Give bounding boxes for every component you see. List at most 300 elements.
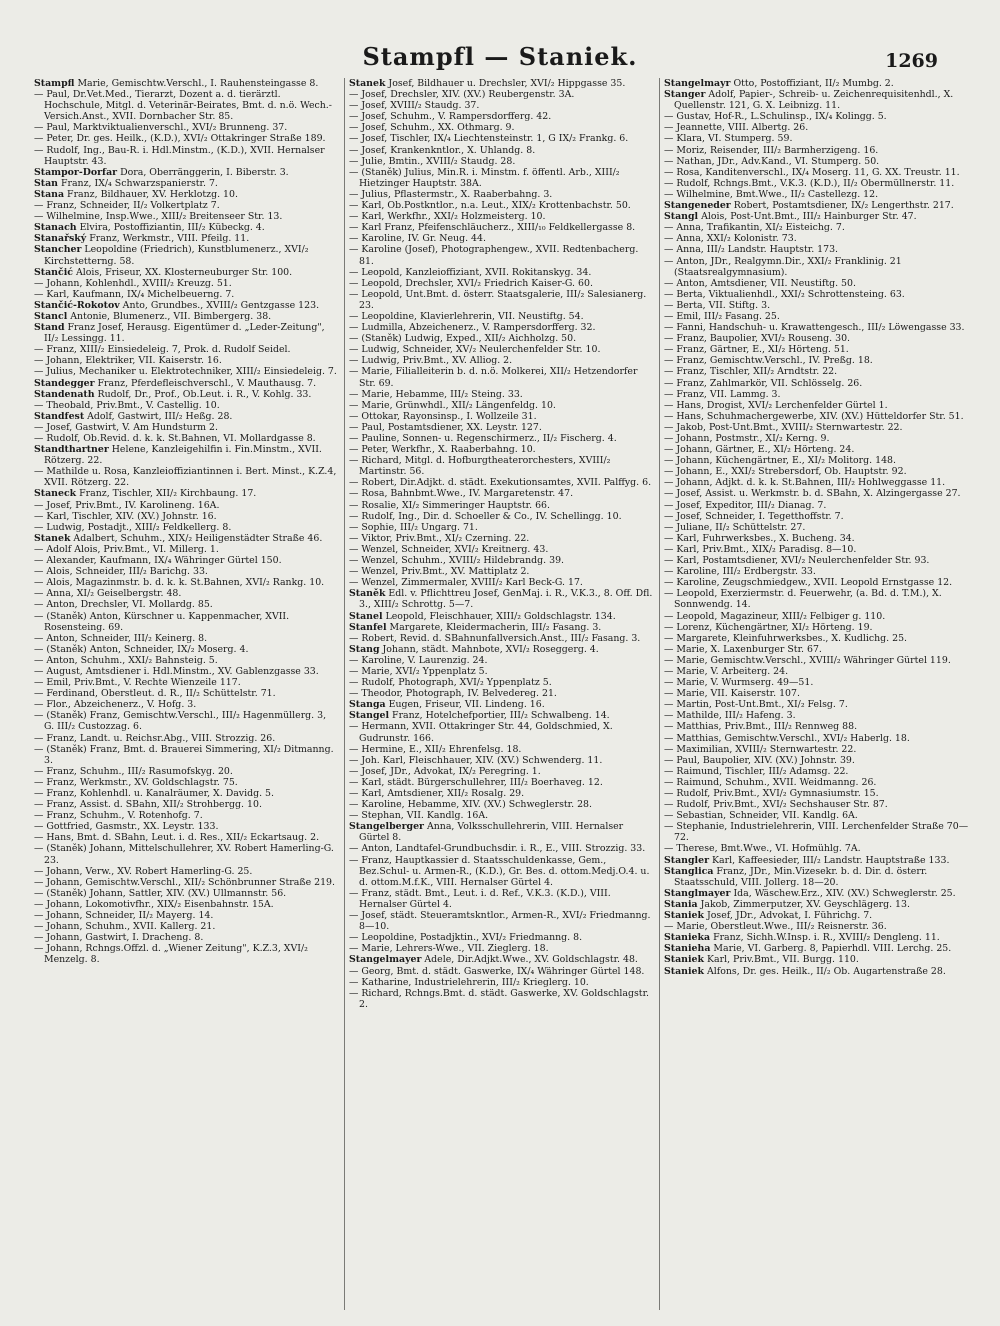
entry-details: — Rudolf, Priv.Bmt., XVI/₂ Sechshauser Str. 87. xyxy=(664,799,888,811)
entry-details: — Franz, Assist. d. SBahn, XII/₂ Strohbergg. 10. xyxy=(34,799,262,811)
entry-details: — Gottfried, Gasmstr., XX. Leystr. 133. xyxy=(34,821,219,833)
entry-details: — (Staněk) Ludwig, Exped., XII/₂ Aichholzg. 50. xyxy=(349,333,577,345)
directory-entry xyxy=(664,744,969,755)
directory-entry xyxy=(34,122,338,133)
entry-details: — Ludwig, Postadjt., XIII/₂ Feldkellerg. 8. xyxy=(34,521,232,533)
entry-details: Leopoldine (Friedrich), Kunstblumenerz., XVI/₂ Kirchstetterng. 58. xyxy=(44,244,309,267)
entry-details: Ida, Wäschew.Erz., XIV. (XV.) Schweglerstr. 25. xyxy=(730,887,956,899)
directory-entry xyxy=(34,233,338,244)
entry-details: — Theobald, Priv.Bmt., V. Castellig. 10. xyxy=(34,399,220,411)
directory-entry xyxy=(34,466,338,488)
directory-entry xyxy=(664,333,969,344)
directory-entry xyxy=(34,89,338,122)
column-3 xyxy=(660,78,975,1310)
directory-entry xyxy=(349,244,653,266)
entry-details: — Johann, Adjkt. d. k. k. St.Bahnen, III/₂ Hohlweggasse 11. xyxy=(664,477,946,489)
directory-entry xyxy=(664,966,969,977)
directory-entry xyxy=(349,156,653,167)
entry-details: — Leopold, Exerziermstr. d. Feuerwehr, (a. Bd. d. T.M.), X. Sonnwendg. 14. xyxy=(664,588,942,611)
entry-surname: Stanel xyxy=(349,610,383,622)
entry-details: — Karl, Tischler, XIV. (XV.) Johnstr. 16. xyxy=(34,510,217,522)
directory-entry xyxy=(664,566,969,577)
directory-entry xyxy=(664,89,969,111)
directory-entry xyxy=(664,122,969,133)
entry-details: Marie, Gemischtw.Verschl., I. Rauhensteingasse 8. xyxy=(74,78,319,89)
directory-entry xyxy=(34,211,338,222)
directory-entry xyxy=(664,688,969,699)
entry-surname: Standthartner xyxy=(34,444,109,456)
directory-entry xyxy=(664,843,969,854)
entry-details: — (Staněk) Anton, Schneider, IX/₂ Moserg. 4. xyxy=(34,643,249,655)
entry-details: — Raimund, Schuhm., XVII. Weidmanng. 26. xyxy=(664,776,877,788)
entry-details: — Matthias, Priv.Bmt., III/₂ Rennweg 88. xyxy=(664,721,858,733)
entry-surname: Stanařský xyxy=(34,233,87,245)
entry-surname: Stancl xyxy=(34,310,68,322)
entry-details: — Rosa, Kanditenverschl., IX/₄ Moserg. 11, G. XX. Treustr. 11. xyxy=(664,166,960,178)
entry-details: — Jakob, Post-Unt.Bmt., XVIII/₂ Sternwartestr. 22. xyxy=(664,421,903,433)
entry-details: — Anton, Landtafel-Grundbuchsdir. i. R., E., VIII. Strozzig. 33. xyxy=(349,843,646,855)
directory-entry xyxy=(34,888,338,899)
entry-details: — Jeannette, VIII. Albertg. 26. xyxy=(664,122,809,134)
directory-entry xyxy=(664,921,969,932)
entry-details: — Leopold, Unt.Bmt. d. österr. Staatsgalerie, III/₂ Salesianerg. 23. xyxy=(349,288,647,311)
directory-entry xyxy=(664,233,969,244)
entry-details: — Rudolf, Rchngs.Bmt., V.K.3. (K.D.), II/₂ Obermüllnerstr. 11. xyxy=(664,177,955,189)
entry-details: — Johann, Lokomotivfhr., XIX/₂ Eisenbahnstr. 15A. xyxy=(34,898,274,910)
entry-details: Jakob, Zimmerputzer, XV. Geyschlägerg. 13. xyxy=(697,898,910,910)
column-1 xyxy=(30,78,345,1310)
entry-details: — August, Amtsdiener i. Hdl.Minstm., XV. Gablenzgasse 33. xyxy=(34,665,319,677)
directory-entry xyxy=(349,122,653,133)
entry-details: — Viktor, Priv.Bmt., XI/₂ Czerning. 22. xyxy=(349,532,530,544)
directory-entry xyxy=(664,777,969,788)
directory-entry xyxy=(34,378,338,389)
entry-details: — Adolf Alois, Priv.Bmt., VI. Millerg. 1. xyxy=(34,543,219,555)
entry-surname: Stanieka xyxy=(664,932,711,944)
entry-details: — Karoline, Hebamme, XIV. (XV.) Schweglerstr. 28. xyxy=(349,799,592,811)
entry-details: — Ludwig, Priv.Bmt., XV. Alliog. 2. xyxy=(349,355,513,367)
directory-entry xyxy=(349,721,653,743)
entry-details: — Therese, Bmt.Wwe., VI. Hofmühlg. 7A. xyxy=(664,843,861,855)
directory-entry xyxy=(349,655,653,666)
directory-entry xyxy=(349,100,653,111)
entry-details: — Rudolf, Ing., Bau-R. i. Hdl.Minstm., (K.D.), XVII. Hernalser Hauptstr. 43. xyxy=(34,144,325,167)
directory-entry xyxy=(664,156,969,167)
entry-details: — Klara, VI. Stumperg. 59. xyxy=(664,133,793,145)
directory-entry xyxy=(349,843,653,854)
entry-details: Franz, Sichh.W.Insp. i. R., XVIII/₂ Dengleng. 11. xyxy=(710,932,940,944)
directory-entry xyxy=(664,111,969,122)
entry-details: — Margarete, Kleinfuhrwerksbes., X. Kudlichg. 25. xyxy=(664,632,908,644)
directory-entry xyxy=(664,411,969,422)
entry-details: — Franz, Werkmstr., XV. Goldschlagstr. 75. xyxy=(34,776,238,788)
entry-surname: Stanger xyxy=(664,89,706,101)
directory-entry xyxy=(664,810,969,821)
directory-entry xyxy=(34,644,338,655)
entry-details: — Richard, Rchngs.Bmt. d. städt. Gaswerke, XV. Goldschlagstr. 2. xyxy=(349,987,650,1010)
entry-details: — Josef, Tischler, IX/₄ Liechtensteinstr. 1, G IX/₂ Frankg. 6. xyxy=(349,133,629,145)
entry-surname: Stampor-Dorfar xyxy=(34,166,118,178)
directory-entry xyxy=(664,422,969,433)
entry-details: — (Staněk) Anton, Kürschner u. Kappenmacher, XVII. Rosensteing. 69. xyxy=(34,610,290,633)
directory-entry xyxy=(664,366,969,377)
entry-surname: Stanga xyxy=(349,699,386,711)
directory-entry xyxy=(34,611,338,633)
directory-entry xyxy=(664,633,969,644)
directory-entry xyxy=(34,366,338,377)
entry-details: — Hans, Bmt. d. SBahn, Leut. i. d. Res., XII/₂ Eckartsaug. 2. xyxy=(34,832,320,844)
entry-details: — Rudolf, Photograph, XVI/₂ Yppenplatz 5. xyxy=(349,677,552,689)
entry-surname: Stanglmayer xyxy=(664,887,731,899)
directory-entry xyxy=(349,932,653,943)
entry-details: — Ludwig, Schneider, XV/₂ Neulerchenfelder Str. 10. xyxy=(349,344,601,356)
directory-entry xyxy=(34,344,338,355)
entry-details: — Franz, Zahlmarkör, VII. Schlösselg. 26. xyxy=(664,377,863,389)
entry-surname: Stančić xyxy=(34,266,73,278)
directory-entry xyxy=(349,222,653,233)
directory-entry xyxy=(349,311,653,322)
entry-details: — Stephanie, Industrielehrerin, VIII. Lerchenfelder Straße 70—72. xyxy=(664,821,969,844)
directory-entry xyxy=(664,189,969,200)
directory-entry xyxy=(349,821,653,843)
entry-details: — Franz, Hauptkassier d. Staatsschuldenkasse, Gem., Bez.Schul- u. Armen-R., (K.D.), Gr. Bes. d. ottom.Medj.O.4. u. d. ottom.M.f.K., VIII. Hernalser Gürtel 4. xyxy=(349,854,650,888)
directory-entry xyxy=(664,466,969,477)
directory-entry xyxy=(664,855,969,866)
entry-details: — Karl, Werkfhr., XXI/₂ Holzmeisterg. 10. xyxy=(349,211,546,223)
entry-details: — Marie, Gemischtw.Verschl., XVIII/₂ Währinger Gürtel 119. xyxy=(664,654,951,666)
entry-details: — Peter, Werkfhr., X. Raaberbahng. 10. xyxy=(349,444,536,456)
entry-details: — Marie, V. Wurmserg. 49—51. xyxy=(664,677,814,689)
directory-entry xyxy=(664,145,969,156)
directory-entry xyxy=(349,422,653,433)
entry-details: — Rudolf, Priv.Bmt., XVI/₂ Gymnasiumstr. 15. xyxy=(664,788,879,799)
entry-details: — Juliane, II/₂ Schüttelstr. 27. xyxy=(664,521,806,533)
directory-entry xyxy=(349,977,653,988)
directory-entry xyxy=(349,677,653,688)
directory-entry xyxy=(34,633,338,644)
directory-entry xyxy=(349,211,653,222)
entry-details: Marie, VI. Garberg. 8, Papierhdl. VIII. Lerchg. 25. xyxy=(710,943,952,955)
entry-details: Anna, Volksschullehrerin, VIII. Hernalser Gürtel 8. xyxy=(359,821,624,844)
entry-details: — Fanni, Handschuh- u. Krawattengesch., III/₂ Löwengasse 33. xyxy=(664,322,965,334)
entry-details: Margarete, Kleidermacherin, III/₂ Fasang. 3. xyxy=(386,621,602,633)
entry-details: — Karoline, Zeugschmiedgew., XVII. Leopold Ernstgasse 12. xyxy=(664,577,953,589)
entry-details: — Marie, Filialleiterin b. d. n.ö. Molkerei, XII/₂ Hetzendorfer Str. 69. xyxy=(349,366,638,389)
entry-details: Eugen, Friseur, VII. Lindeng. 16. xyxy=(385,699,545,711)
directory-entry xyxy=(34,566,338,577)
directory-entry xyxy=(664,433,969,444)
directory-entry xyxy=(34,189,338,200)
entry-details: — Alois, Magazinmstr. b. d. k. k. St.Bahnen, XVI/₂ Rankg. 10. xyxy=(34,577,325,589)
entry-surname: Stangl xyxy=(664,211,699,223)
entry-details: Franz, Hotelchefportier, III/₂ Schwalbeng. 14. xyxy=(389,710,610,722)
entry-surname: Stand xyxy=(34,322,65,334)
entry-details: — Maximilian, XVIII/₂ Sternwartestr. 22. xyxy=(664,743,857,755)
directory-entry xyxy=(349,444,653,455)
entry-details: — Mathilde, III/₂ Hafeng. 3. xyxy=(664,710,796,722)
entry-details: — Franz, Schuhm., V. Rotenhofg. 7. xyxy=(34,810,203,822)
directory-entry xyxy=(664,677,969,688)
directory-entry xyxy=(664,799,969,810)
directory-entry xyxy=(34,921,338,932)
directory-entry xyxy=(349,233,653,244)
directory-entry xyxy=(349,644,653,655)
directory-entry xyxy=(664,244,969,255)
directory-entry xyxy=(664,167,969,178)
directory-entry xyxy=(349,488,653,499)
directory-entry xyxy=(34,677,338,688)
directory-entry xyxy=(34,910,338,921)
entry-surname: Standfest xyxy=(34,410,85,422)
directory-entry xyxy=(349,411,653,422)
directory-entry xyxy=(664,355,969,366)
entry-details: Dora, Oberränggerin, I. Biberstr. 3. xyxy=(117,166,289,178)
entry-surname: Stan xyxy=(34,177,58,189)
directory-entry xyxy=(34,278,338,289)
entry-details: — Georg, Bmt. d. städt. Gaswerke, IX/₄ Währinger Gürtel 148. xyxy=(349,965,645,977)
directory-entry xyxy=(34,877,338,888)
entry-details: — Leopold, Magazineur, XIII/₂ Felbiger g. 110. xyxy=(664,610,886,622)
directory-entry xyxy=(349,855,653,888)
entry-details: Franz, Bildhauer, XV. Herklotzg. 10. xyxy=(64,188,238,200)
directory-entry xyxy=(34,866,338,877)
entry-details: — Alois, Schneider, III/₂ Barichg. 33. xyxy=(34,566,208,578)
entry-details: — Anton, Schneider, III/₂ Keinerg. 8. xyxy=(34,632,208,644)
entry-details: — Karoline, V. Laurenzig. 24. xyxy=(349,654,488,666)
entry-details: — Karl, Amtsdiener, XII/₂ Rosalg. 29. xyxy=(349,788,525,799)
entry-details: — Franz, VII. Lammg. 3. xyxy=(664,388,781,400)
entry-surname: Stangelberger xyxy=(349,821,424,833)
entry-details: — Anna, XXI/₂ Kolonistr. 73. xyxy=(664,233,797,245)
entry-details: — Ferdinand, Oberstleut. d. R., II/₂ Schüttelstr. 71. xyxy=(34,688,276,700)
entry-details: — Leopoldine, Klavierlehrerin, VII. Neustiftg. 54. xyxy=(349,310,584,322)
entry-details: — Franz, Schuhm., III/₂ Rasumofskyg. 20. xyxy=(34,765,233,777)
entry-details: — Josef, Schneider, I. Tegetthoffstr. 7. xyxy=(664,510,844,522)
directory-entry xyxy=(349,500,653,511)
directory-entry xyxy=(349,688,653,699)
entry-details: — Marie, Grünwhdl., XII/₂ Längenfeldg. 10. xyxy=(349,399,556,411)
directory-entry xyxy=(34,133,338,144)
directory-entry xyxy=(349,810,653,821)
directory-entry xyxy=(34,78,338,89)
entry-details: — Leopoldine, Postadjktin., XVI/₂ Friedmanng. 8. xyxy=(349,932,583,944)
entry-surname: Stancher xyxy=(34,244,82,256)
directory-entry xyxy=(349,344,653,355)
directory-entry xyxy=(34,777,338,788)
entry-details: — Joh. Karl, Fleischhauer, XIV. (XV.) Schwenderg. 11. xyxy=(349,754,603,766)
entry-surname: Staneck xyxy=(34,488,77,500)
directory-entry xyxy=(34,766,338,777)
directory-entry xyxy=(34,710,338,732)
entry-details: — Johann, Gastwirt, I. Dracheng. 8. xyxy=(34,932,204,944)
entry-details: — Nathan, JDr., Adv.Kand., VI. Stumperg. 50. xyxy=(664,155,880,167)
entry-details: Franz Josef, Herausg. Eigentümer d. „Leder-Zeitung", II/₂ Lessingg. 11. xyxy=(44,322,325,345)
directory-entry xyxy=(349,366,653,388)
entry-details: — Anton, Drechsler, VI. Mollardg. 85. xyxy=(34,599,213,611)
directory-entry xyxy=(349,611,653,622)
directory-entry xyxy=(664,78,969,89)
entry-details: — Mathilde u. Rosa, Kanzleioffiziantinnen i. Bert. Minst., K.Z.4, XVII. Rötzerg. 22. xyxy=(34,466,337,489)
entry-details: — Wenzel, Priv.Bmt., XV. Mattiplatz 2. xyxy=(349,566,530,578)
directory-entry xyxy=(34,843,338,865)
directory-entry xyxy=(34,411,338,422)
entry-details: — Wenzel, Schneider, XVI/₂ Kreitnerg. 43. xyxy=(349,543,549,555)
directory-entry xyxy=(34,178,338,189)
directory-entry xyxy=(349,89,653,100)
entry-details: — Wenzel, Zimmermaler, XVIII/₂ Karl Beck-G. 17. xyxy=(349,577,583,589)
entry-details: — Gustav, Hof-R., L.Schulinsp., IX/₄ Kolingg. 5. xyxy=(664,111,887,123)
directory-entry xyxy=(34,588,338,599)
entry-details: Johann, städt. Mahnbote, XVI/₂ Roseggerg. 4. xyxy=(379,643,599,655)
entry-details: — Lorenz, Küchengärtner, XI/₂ Hörteng. 19. xyxy=(664,621,873,633)
entry-surname: Standegger xyxy=(34,377,95,389)
directory-entry xyxy=(664,766,969,777)
entry-details: — Leopold, Kanzleioffiziant, XVII. Rokitanskyg. 34. xyxy=(349,266,592,278)
directory-entry xyxy=(349,699,653,710)
entry-details: — Wilhelmine, Insp.Wwe., XIII/₂ Breitenseer Str. 13. xyxy=(34,211,283,223)
directory-entry xyxy=(34,145,338,167)
entry-details: — Johann, Gemischtw.Verschl., XII/₂ Schönbrunner Straße 219. xyxy=(34,876,335,888)
entry-details: — Josef, Assist. u. Werkmstr. b. d. SBahn, X. Alzingergasse 27. xyxy=(664,488,961,500)
directory-entry xyxy=(34,799,338,810)
entry-details: — Rosa, Bahnbmt.Wwe., IV. Margaretenstr. 47. xyxy=(349,488,574,500)
entry-details: — Peter, Dr. ges. Heilk., (K.D.), XVI/₂ Ottakringer Straße 189. xyxy=(34,133,326,145)
entry-details: Leopold, Fleischhauer, XIII/₂ Goldschlagstr. 134. xyxy=(382,610,616,622)
directory-entry xyxy=(664,344,969,355)
entry-details: — Moriz, Reisender, III/₂ Barmherzigeng. 16. xyxy=(664,144,879,156)
entry-details: — (Staněk) Franz, Bmt. d. Brauerei Simmering, XI/₂ Ditmanng. 3. xyxy=(34,743,334,766)
entry-details: — Pauline, Sonnen- u. Regenschirmerz., II/₂ Fischerg. 4. xyxy=(349,433,617,444)
directory-entry xyxy=(34,688,338,699)
directory-entry xyxy=(349,954,653,965)
entry-details: — Franz, städt. Bmt., Leut. i. d. Ref., V.K.3. (K.D.), VIII. Hernalser Gürtel 4. xyxy=(349,887,611,910)
entry-surname: Stang xyxy=(349,643,380,655)
directory-entry xyxy=(34,932,338,943)
entry-details: — Franz, XIII/₂ Einsiedeleig. 7, Prok. d. Rudolf Seidel. xyxy=(34,344,291,356)
directory-entry xyxy=(349,267,653,278)
entry-details: — Karl, städt. Bürgerschullehrer, III/₂ Boerhaveg. 12. xyxy=(349,776,603,788)
entry-details: Alfons, Dr. ges. Heilk., II/₂ Ob. Augartenstraße 28. xyxy=(704,965,946,977)
entry-details: — Karl, Postamtsdiener, XVI/₂ Neulerchenfelder Str. 93. xyxy=(664,555,930,567)
entry-details: Adolf, Gastwirt, III/₂ Heßg. 28. xyxy=(84,410,233,422)
directory-entry xyxy=(664,899,969,910)
directory-entry xyxy=(349,522,653,533)
directory-entry xyxy=(664,710,969,721)
directory-entry xyxy=(34,577,338,588)
directory-entry xyxy=(664,954,969,965)
directory-entry xyxy=(34,832,338,843)
entry-details: — Emil, III/₂ Fasang. 25. xyxy=(664,310,780,322)
entry-details: — Marie, VII. Kaiserstr. 107. xyxy=(664,688,800,700)
directory-entry xyxy=(34,167,338,178)
directory-entry xyxy=(349,622,653,633)
directory-entry xyxy=(664,733,969,744)
entry-details: Antonie, Blumenerz., VII. Bimbergerg. 38. xyxy=(67,310,272,322)
entry-details: — Johann, Gärtner, E., XI/₂ Hörteng. 24. xyxy=(664,444,855,456)
entry-details: Helene, Kanzleigehilfin i. Fin.Minstm., XVII. Rötzerg. 22. xyxy=(44,444,322,467)
entry-details: — Robert, Revid. d. SBahnunfallversich.Anst., III/₂ Fasang. 3. xyxy=(349,632,641,644)
directory-entry xyxy=(664,666,969,677)
entry-details: — Johann, Postmstr., XI/₂ Kerng. 9. xyxy=(664,433,830,444)
entry-surname: Stanglica xyxy=(664,865,714,877)
directory-entry xyxy=(664,211,969,222)
entry-details: Otto, Postoffiziant, II/₂ Mumbg. 2. xyxy=(730,78,894,89)
directory-entry xyxy=(34,433,338,444)
directory-entry xyxy=(664,888,969,899)
entry-details: — Marie, Lehrers-Wwe., VII. Zieglerg. 18. xyxy=(349,943,549,955)
directory-entry xyxy=(349,755,653,766)
directory-entry xyxy=(34,300,338,311)
entry-details: — Franz, Schneider, II/₂ Volkertplatz 7. xyxy=(34,200,220,212)
entry-details: — Johann, Verw., XV. Robert Hamerling-G. 25. xyxy=(34,865,253,877)
directory-entry xyxy=(34,599,338,610)
directory-entry xyxy=(664,866,969,888)
entry-surname: Staněk xyxy=(349,588,386,600)
page-header xyxy=(0,42,1000,78)
entry-details: — Leopold, Drechsler, XVI/₂ Friedrich Kaiser-G. 60. xyxy=(349,277,593,289)
entry-details: — Berta, Viktualienhdl., XXI/₂ Schrottensteing. 63. xyxy=(664,288,905,300)
entry-surname: Stanieha xyxy=(664,943,711,955)
directory-entry xyxy=(349,455,653,477)
directory-entry xyxy=(34,899,338,910)
directory-entry xyxy=(664,555,969,566)
entry-details: — Karoline (Josef), Photographengew., XVII. Redtenbacherg. 81. xyxy=(349,244,639,267)
directory-entry xyxy=(349,966,653,977)
directory-entry xyxy=(349,566,653,577)
entry-details: — Josef, Drechsler, XIV. (XV.) Reubergenstr. 3A. xyxy=(349,89,575,101)
entry-details: Alois, Friseur, XX. Klosterneuburger Str. 100. xyxy=(72,266,293,278)
entry-surname: Stangler xyxy=(664,854,710,866)
entry-details: — Franz, Gärtner, E., XI/₂ Hörteng. 51. xyxy=(664,344,849,356)
directory-entry xyxy=(34,488,338,499)
entry-details: — Hans, Schuhmachergewerbe, XIV. (XV.) Hütteldorfer Str. 51. xyxy=(664,410,964,422)
directory-entry xyxy=(664,577,969,588)
entry-details: — Ottokar, Rayonsinsp., I. Wollzeile 31. xyxy=(349,410,537,422)
directory-entry xyxy=(349,511,653,522)
directory-entry xyxy=(34,666,338,677)
entry-details: — Paul, Marktviktualienverschl., XVI/₂ Brunneng. 37. xyxy=(34,122,288,134)
entry-details: — Johann, Kohlenhdl., XVIII/₂ Kreuzg. 51. xyxy=(34,277,232,289)
directory-entry xyxy=(664,655,969,666)
directory-entry xyxy=(349,355,653,366)
entry-details: — Hermine, E., XII/₂ Ehrenfelsg. 18. xyxy=(349,743,522,755)
entry-details: — Hans, Drogist, XVI/₂ Lerchenfelder Gürtel 1. xyxy=(664,399,888,411)
directory-entry xyxy=(664,178,969,189)
directory-entry xyxy=(34,699,338,710)
entry-details: — Josef, Gastwirt, V. Am Hundsturm 2. xyxy=(34,421,218,433)
directory-entry xyxy=(349,167,653,189)
entry-details: — Karl, Kaufmann, IX/₄ Michelbeuerng. 7. xyxy=(34,288,235,300)
directory-entry xyxy=(664,721,969,732)
entry-details: — Johann, E., XXI/₂ Strebersdorf, Ob. Hauptstr. 92. xyxy=(664,466,907,478)
entry-details: — Hermann, XVII. Ottakringer Str. 44, Goldschmied, X. Gudrunstr. 166. xyxy=(349,721,613,744)
directory-entry xyxy=(349,910,653,932)
directory-entry xyxy=(349,433,653,444)
directory-entry xyxy=(349,666,653,677)
directory-entry xyxy=(664,488,969,499)
directory-entry xyxy=(664,622,969,633)
directory-entry xyxy=(349,400,653,411)
directory-entry xyxy=(34,788,338,799)
directory-entry xyxy=(34,444,338,466)
directory-entry xyxy=(664,511,969,522)
entry-details: Alois, Post-Unt.Bmt., III/₂ Hainburger Str. 47. xyxy=(698,211,917,223)
directory-entry xyxy=(664,821,969,843)
columns-container xyxy=(30,78,975,1310)
entry-details: — Berta, VII. Stiftg. 3. xyxy=(664,299,771,311)
directory-entry xyxy=(664,311,969,322)
directory-entry xyxy=(34,222,338,233)
